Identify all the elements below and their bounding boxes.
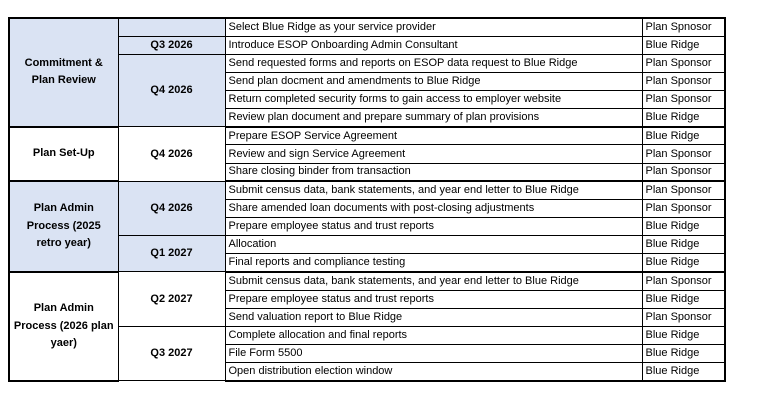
- owner-cell: Blue Ridge: [642, 290, 725, 308]
- owner-cell: Plan Sponsor: [642, 72, 725, 90]
- owner-cell: Plan Sponsor: [642, 308, 725, 326]
- timeline-table-body: [9, 18, 725, 381]
- owner-cell: Plan Sponsor: [642, 272, 725, 290]
- task-cell: Return completed security forms to gain access to employer website: [225, 91, 642, 109]
- timeline-table: [8, 17, 726, 382]
- task-cell: Submit census data, bank statements, and year end letter to Blue Ridge: [225, 272, 642, 290]
- phase-cell: Plan Set-Up: [9, 127, 118, 181]
- owner-cell: Plan Sponsor: [642, 91, 725, 109]
- quarter-cell: Q2 2027: [118, 272, 225, 326]
- owner-cell: Plan Sponsor: [642, 199, 725, 217]
- task-cell: Prepare employee status and trust reports: [225, 218, 642, 236]
- task-cell: Allocation: [225, 236, 642, 254]
- task-cell: Share amended loan documents with post-closing adjustments: [225, 199, 642, 217]
- task-cell: Select Blue Ridge as your service provider: [225, 18, 642, 36]
- owner-cell: Blue Ridge: [642, 254, 725, 272]
- owner-cell: Plan Sponsor: [642, 145, 725, 163]
- table-row: [9, 181, 725, 199]
- table-row: [9, 127, 725, 145]
- quarter-cell: Q3 2026: [118, 36, 225, 54]
- task-cell: File Form 5500: [225, 345, 642, 363]
- owner-cell: Blue Ridge: [642, 127, 725, 145]
- task-cell: Open distribution election window: [225, 363, 642, 381]
- quarter-cell: Q1 2027: [118, 236, 225, 272]
- owner-cell: Blue Ridge: [642, 345, 725, 363]
- owner-cell: Blue Ridge: [642, 363, 725, 381]
- task-cell: Review plan document and prepare summary of plan provisions: [225, 109, 642, 127]
- task-cell: Submit census data, bank statements, and year end letter to Blue Ridge: [225, 181, 642, 199]
- owner-cell: Plan Sponsor: [642, 163, 725, 181]
- table-row: [9, 18, 725, 36]
- task-cell: Review and sign Service Agreement: [225, 145, 642, 163]
- owner-cell: Blue Ridge: [642, 109, 725, 127]
- owner-cell: Plan Sponsor: [642, 54, 725, 72]
- task-cell: Introduce ESOP Onboarding Admin Consultant: [225, 36, 642, 54]
- task-cell: Final reports and compliance testing: [225, 254, 642, 272]
- task-cell: Prepare ESOP Service Agreement: [225, 127, 642, 145]
- phase-cell: Commitment & Plan Review: [9, 18, 118, 127]
- task-cell: Send valuation report to Blue Ridge: [225, 308, 642, 326]
- task-cell: Prepare employee status and trust reports: [225, 290, 642, 308]
- phase-cell: Plan Admin Process (2025 retro year): [9, 181, 118, 272]
- task-cell: Send plan docment and amendments to Blue Ridge: [225, 72, 642, 90]
- task-cell: Send requested forms and reports on ESOP data request to Blue Ridge: [225, 54, 642, 72]
- table-row: [9, 272, 725, 290]
- quarter-cell: [118, 18, 225, 36]
- owner-cell: Plan Sponsor: [642, 181, 725, 199]
- quarter-cell: Q4 2026: [118, 181, 225, 235]
- quarter-cell: Q4 2026: [118, 127, 225, 181]
- owner-cell: Blue Ridge: [642, 36, 725, 54]
- owner-cell: Blue Ridge: [642, 218, 725, 236]
- owner-cell: Blue Ridge: [642, 326, 725, 344]
- task-cell: Complete allocation and final reports: [225, 326, 642, 344]
- quarter-cell: Q3 2027: [118, 326, 225, 380]
- owner-cell: Plan Spnosor: [642, 18, 725, 36]
- quarter-cell: Q4 2026: [118, 54, 225, 127]
- phase-cell: Plan Admin Process (2026 plan yaer): [9, 272, 118, 381]
- task-cell: Share closing binder from transaction: [225, 163, 642, 181]
- owner-cell: Blue Ridge: [642, 236, 725, 254]
